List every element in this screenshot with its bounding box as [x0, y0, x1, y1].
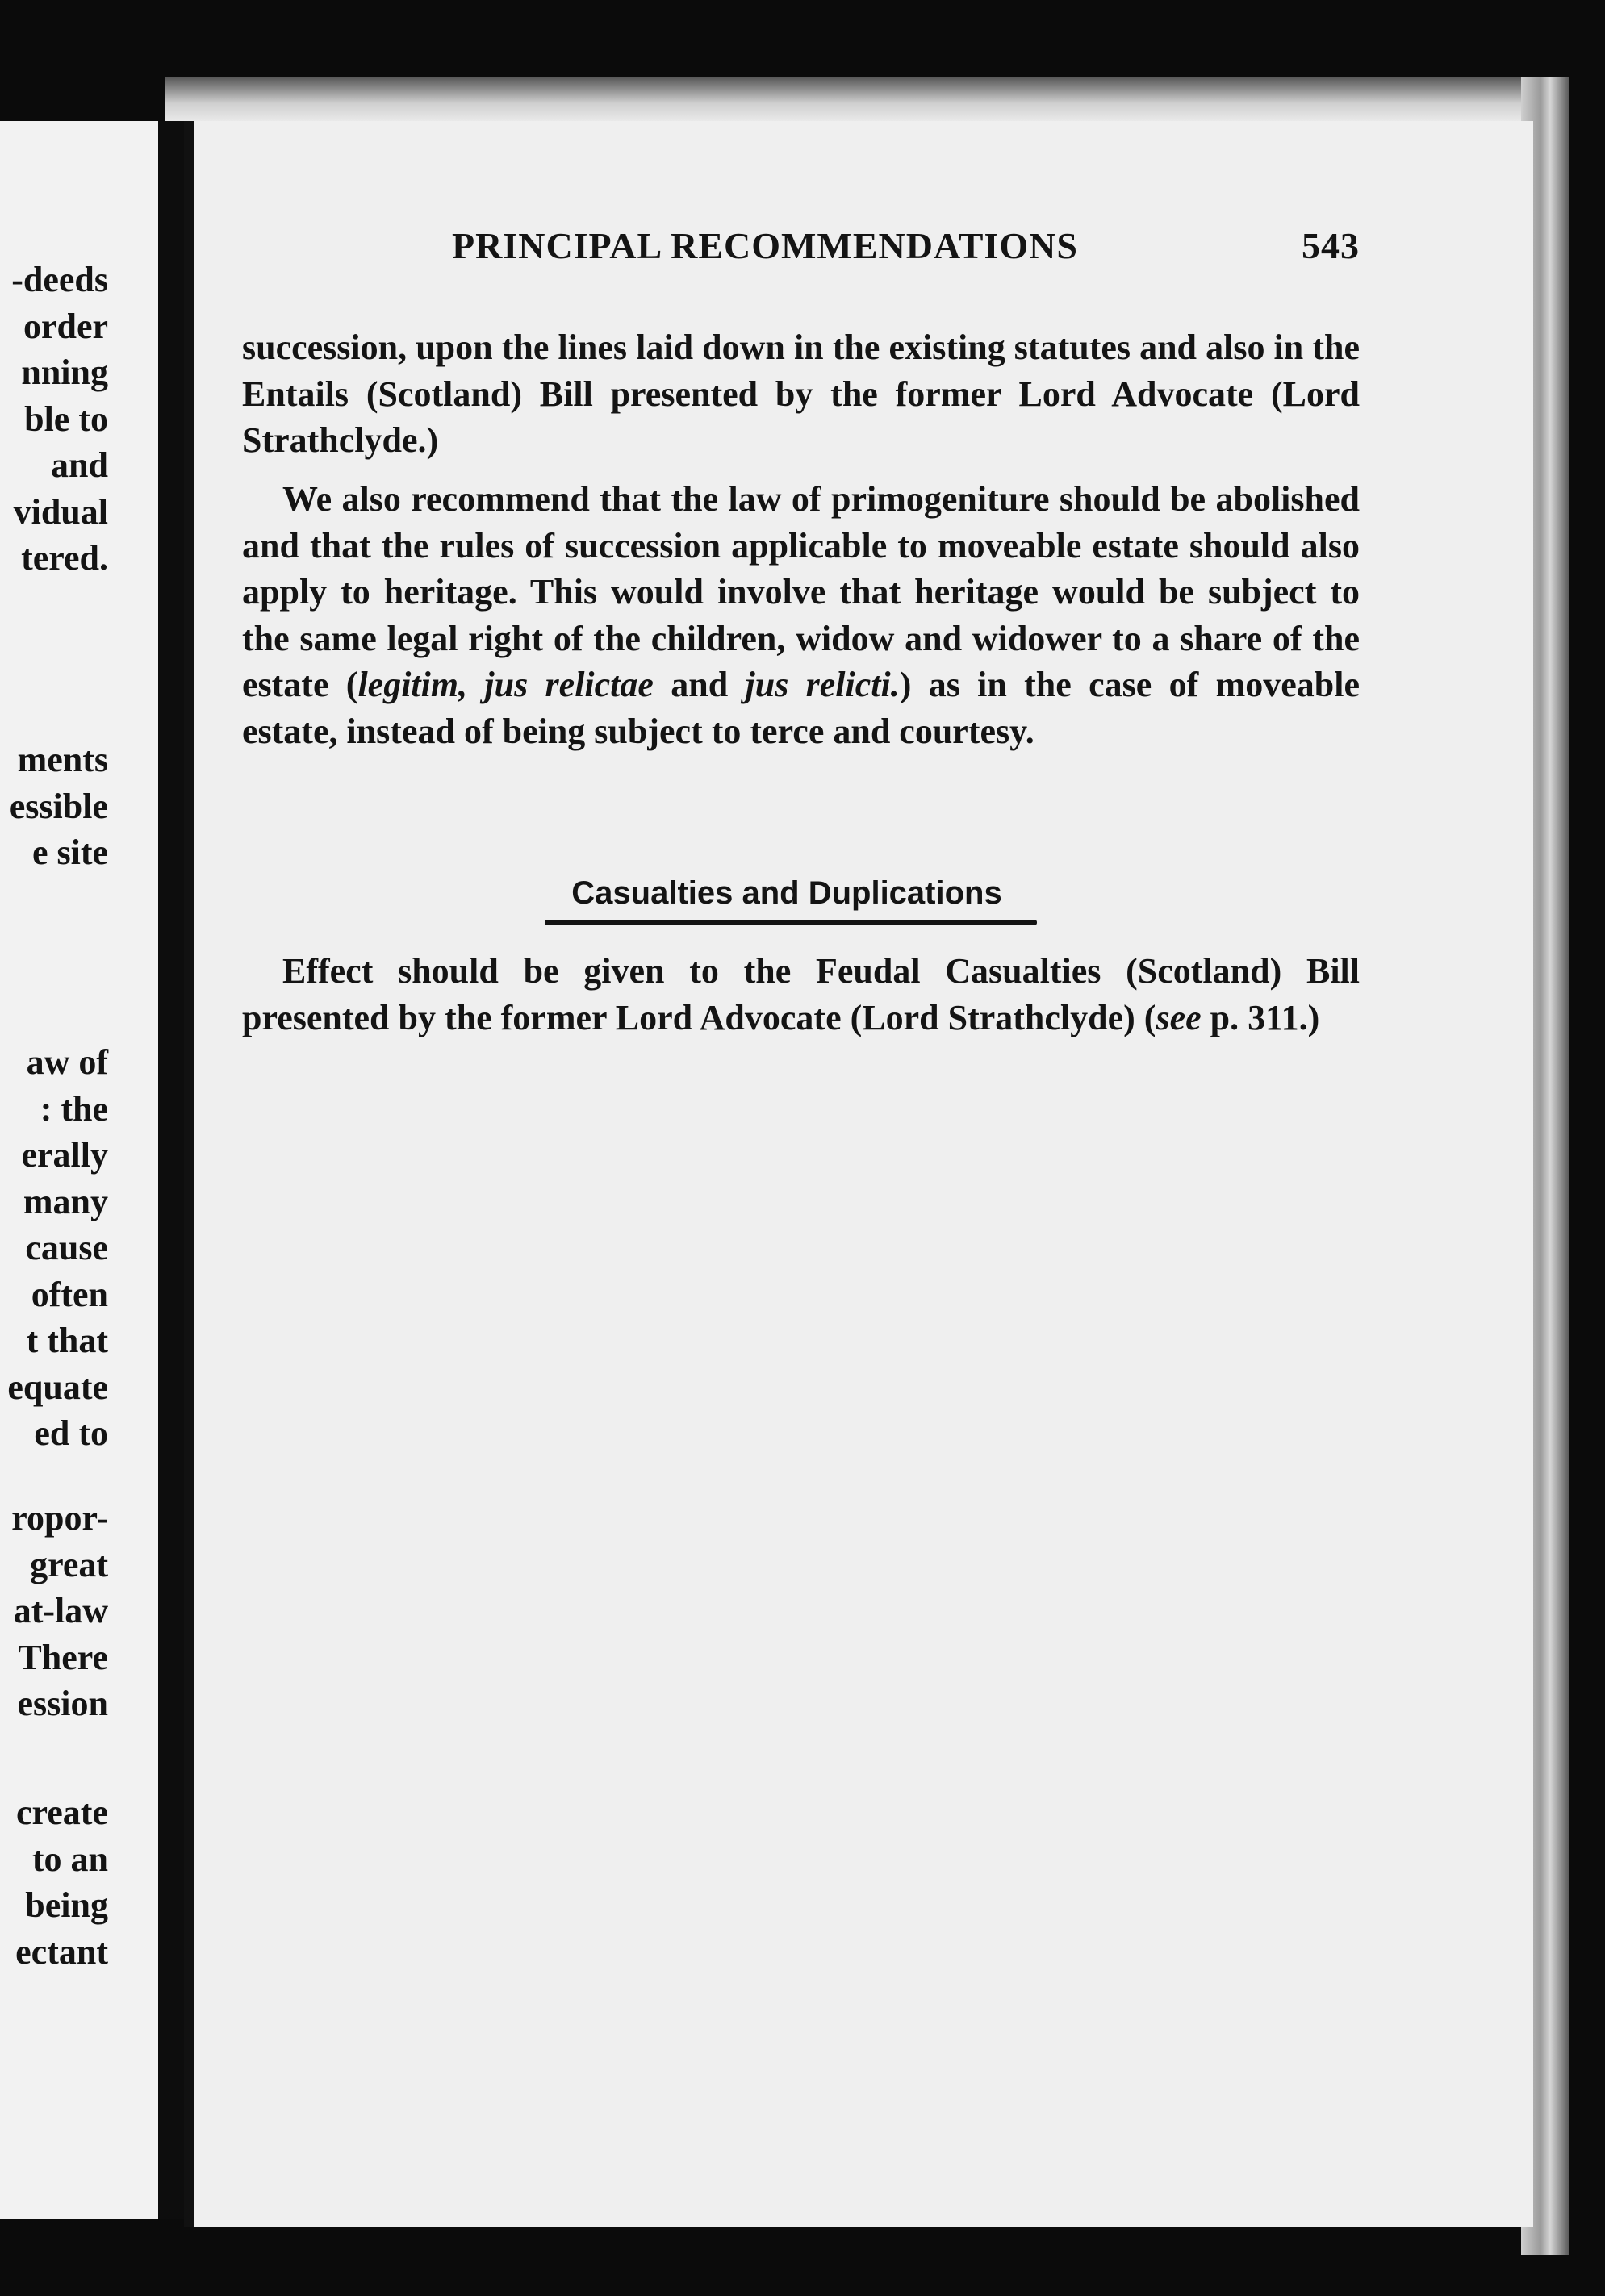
prev-page-line: -deeds — [11, 260, 108, 299]
prev-page-line: nning — [21, 353, 108, 392]
prev-page-line: great — [30, 1544, 108, 1584]
prev-page-line: : the — [40, 1088, 108, 1129]
prev-page-line: at-law — [13, 1591, 108, 1630]
prev-page-line: t that — [26, 1321, 108, 1360]
prev-page-line: ropor- — [11, 1498, 108, 1538]
prev-page-line: being — [25, 1885, 108, 1925]
italic-term: legitim, jus relictae — [357, 665, 654, 704]
text-run: We also recommend that the law of primogeniture should be abolished and that the rules of succession applicable to moveable estate should also apply to heritage. This would involve that heritage would be subject to the same legal right of the children, widow and widower to a share of the estate ( — [242, 479, 1360, 704]
paragraph-text: succession, upon the lines laid down in the existing statutes and also in the Entails (Scotland) Bill presented by the former Lord Advocate (Lord Strathclyde.) — [242, 328, 1360, 460]
prev-page-line: ectant — [15, 1931, 108, 1972]
prev-page-line: ed to — [34, 1413, 108, 1453]
text-run: p. 311.) — [1201, 997, 1320, 1037]
italic-term: see — [1156, 997, 1202, 1037]
paragraph-primogeniture — [242, 476, 1360, 754]
section-heading: Casualties and Duplications — [571, 875, 1002, 911]
running-header-title: PRINCIPAL RECOMMENDATIONS — [452, 225, 1078, 266]
prev-page-line: many — [23, 1181, 108, 1221]
prev-page-line: and — [51, 445, 108, 485]
prev-page-line: erally — [21, 1135, 108, 1175]
prev-page-line: often — [31, 1274, 108, 1314]
prev-page-line: ble to — [24, 399, 108, 439]
page-number: 543 — [1302, 225, 1360, 266]
prev-page-line: There — [18, 1637, 108, 1677]
prev-page-line: vidual — [13, 491, 108, 532]
prev-page-line: aw of — [26, 1042, 108, 1082]
text-run: and — [653, 665, 746, 704]
italic-term: jus relicti. — [745, 665, 900, 704]
text-run: ) as in the case of moveable estate, instead of being subject to terce and courtesy. — [242, 665, 1360, 751]
previous-page-fragment — [0, 121, 163, 2219]
page-top-edge — [165, 77, 1569, 125]
paragraph-feudal-casualties — [242, 948, 1360, 1041]
prev-page-line: ession — [17, 1684, 108, 1723]
paragraph-text — [242, 476, 1360, 754]
prev-page-line: e site — [31, 833, 108, 872]
paragraph-continuation — [242, 324, 1360, 464]
prev-page-line: equate — [7, 1367, 108, 1407]
prev-page-line: create — [16, 1793, 108, 1832]
prev-page-line: to an — [31, 1839, 108, 1879]
prev-page-line: ments — [17, 740, 108, 779]
paragraph-text — [242, 948, 1360, 1041]
prev-page-line: cause — [25, 1228, 108, 1267]
heading-underline — [545, 920, 1037, 925]
text-run: Effect should be given to the Feudal Casualties (Scotland) Bill presented by the former Lord Advocate (Lord Strathclyde) ( — [242, 951, 1360, 1037]
prev-page-line: essible — [9, 786, 108, 826]
prev-page-line: tered. — [21, 538, 108, 578]
prev-page-line: order — [23, 306, 108, 346]
